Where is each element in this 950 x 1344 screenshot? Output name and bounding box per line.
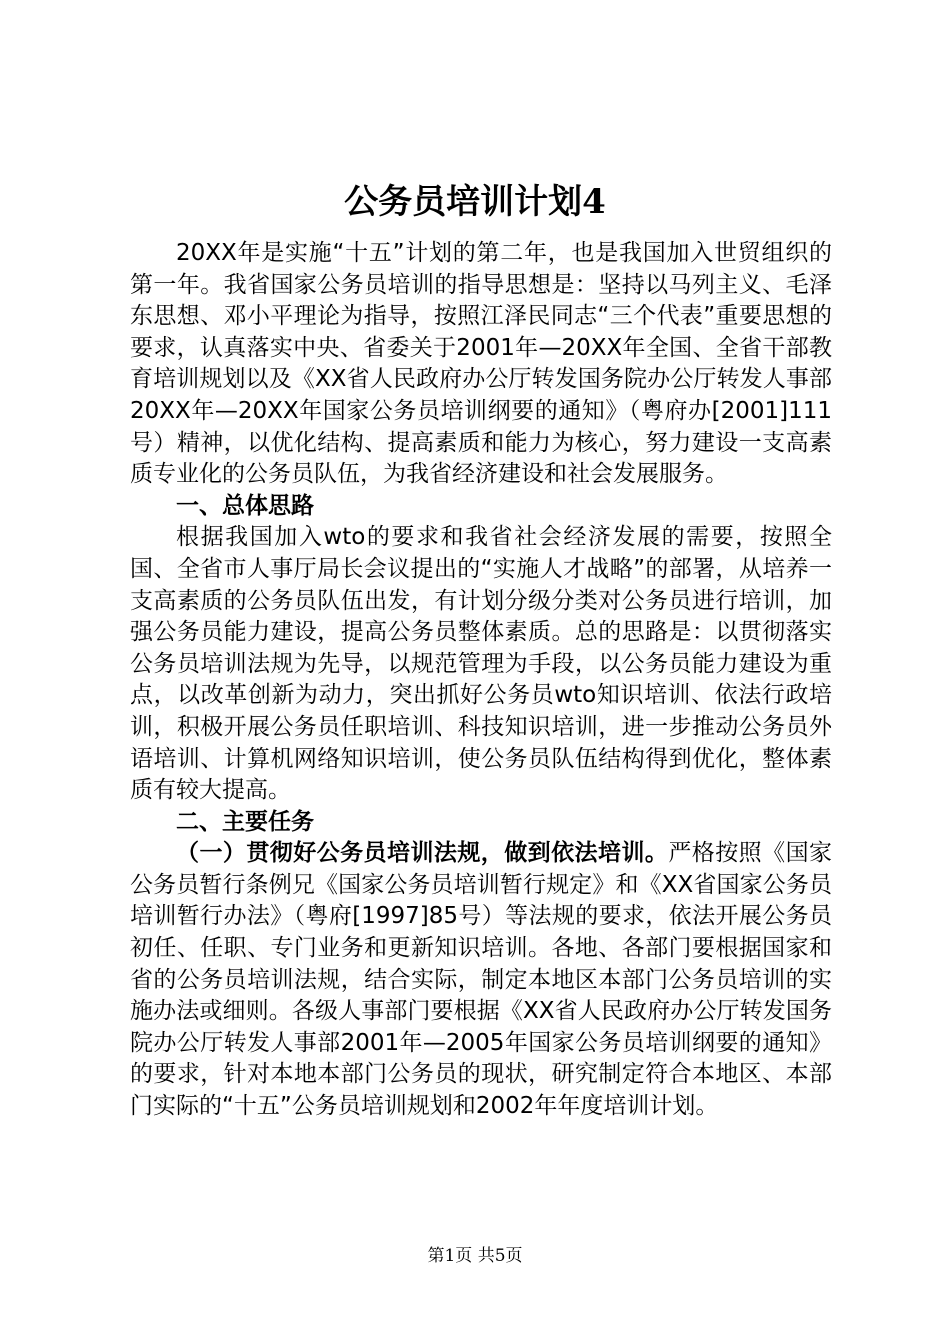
main-task-item-1-text: 严格按照《国家公务员暂行条例兄《国家公务员培训暂行规定》和《XX省国家公务员培训暂行办法》（粤府[1997]85号）等法规的要求，依法开展公务员初任、任职、专门业务和更新知识培训。各地、各部门要根据国家和省的公务员培训法规，结合实际，制定本地区本部门公务员培训的实施办法或细则。各级人事部门要根据《XX省人民政府办公厅转发国务院办公厅转发人事部2001年—2005年国家公务员培训纲要的通知》的要求，针对本地本部门公务员的现状，研究制定符合本地区、本部门实际的“十五”公务员培训规划和2002年年度培训计划。 (130, 840, 833, 1120)
page-footer: 第1页 共5页 (427, 1246, 523, 1266)
section-heading-overall-approach: 一、总体思路 (176, 492, 314, 519)
document-body (130, 238, 832, 1123)
main-task-item-1-lead: （一）贯彻好公务员培训法规，做到依法培训。 (176, 840, 669, 867)
main-task-item-1 (130, 838, 832, 1122)
document-title: 公务员培训计划4 (344, 182, 606, 222)
section-heading-main-tasks: 二、主要任务 (176, 808, 314, 835)
overall-approach-paragraph: 根据我国加入wto的要求和我省社会经济发展的需要，按照全国、全省市人事厅局长会议提出的“实施人才战略”的部署，从培养一支高素质的公务员队伍出发，有计划分级分类对公务员进行培训，加强公务员能力建设，提高公务员整体素质。总的思路是：以贯彻落实公务员培训法规为先导，以规范管理为手段，以公务员能力建设为重点，以改革创新为动力，突出抓好公务员wto知识培训、依法行政培训，积极开展公务员任职培训、科技知识培训，进一步推动公务员外语培训、计算机网络知识培训，使公务员队伍结构得到优化，整体素质有较大提高。 (130, 524, 832, 804)
intro-paragraph: 20XX年是实施“十五”计划的第二年，也是我国加入世贸组织的第一年。我省国家公务员培训的指导思想是：坚持以马列主义、毛泽东思想、邓小平理论为指导，按照江泽民同志“三个代表”重要思想的要求，认真落实中央、省委关于2001年—20XX年全国、全省干部教育培训规划以及《XX省人民政府办公厅转发国务院办公厅转发人事部20XX年—20XX年国家公务员培训纲要的通知》（粤府办[2001]111号）精神，以优化结构、提高素质和能力为核心，努力建设一支高素质专业化的公务员队伍，为我省经济建设和社会发展服务。 (130, 240, 832, 488)
